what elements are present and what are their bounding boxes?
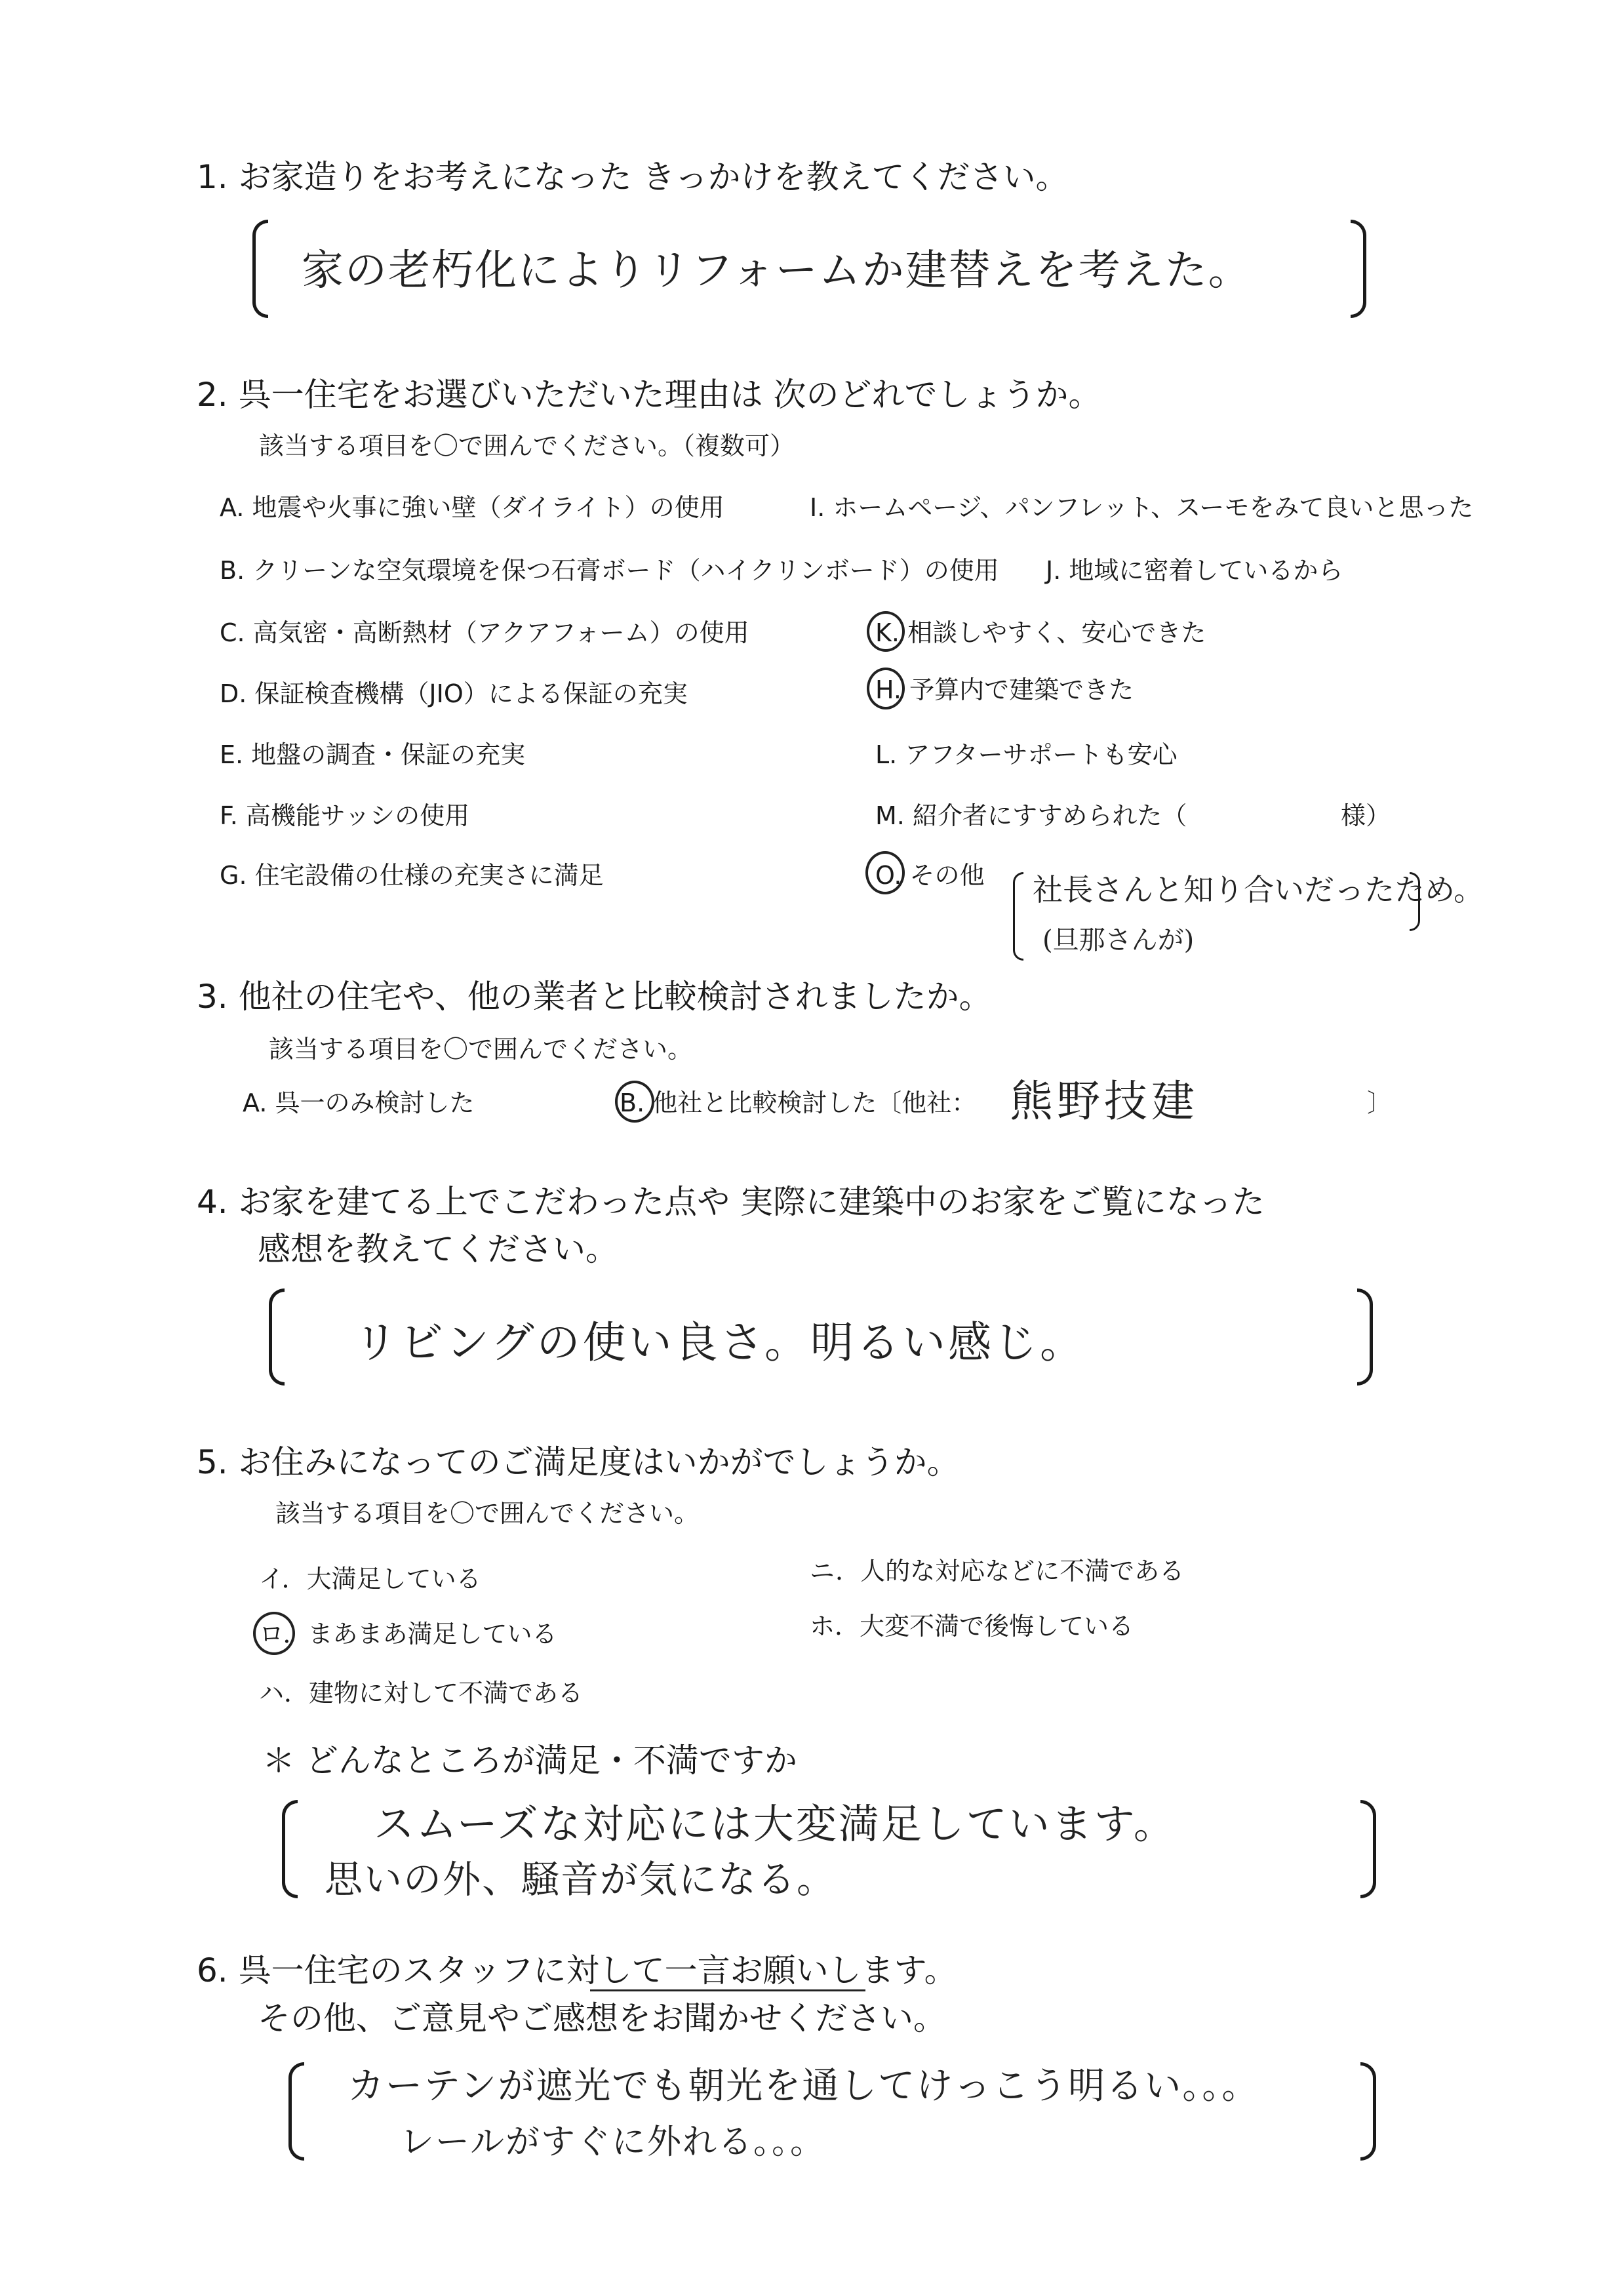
q2-other-answer-line1[interactable]: 社長さんと知り合いだったため。 [1033,872,1484,908]
q5-option-ro[interactable]: ロ．まあまあ満足している [259,1620,557,1648]
q3-title: 3. 他社の住宅や、他の業者と比較検討されましたか。 [197,978,992,1016]
q5-title: 5. お住みになってのご満足度はいかがでしょうか。 [197,1443,960,1481]
q2-note: 該当する項目を〇で囲んでください。（複数可） [259,431,795,460]
circle-mark-ro [253,1612,295,1655]
q6-title-line2: その他、ご意見やご感想をお聞かせください。 [258,1999,946,2037]
q2-option-g[interactable]: G. 住宅設備の仕様の充実さに満足 [220,861,604,890]
q5-answer-line2[interactable]: 思いの外、騒音が気になる。 [325,1857,837,1902]
q4-bracket-left [269,1288,285,1386]
circle-mark-k [867,611,905,652]
q6-answer-line2[interactable]: レールがすぐに外れる。。。 [400,2123,825,2162]
q5-option-ha[interactable]: ハ．建物に対して不満である [259,1679,584,1707]
q2-option-a[interactable]: A. 地震や火事に強い壁（ダイライト）の使用 [220,493,724,522]
circle-mark-h [867,668,905,709]
q2-other-answer-line2[interactable]: (旦那さんが) [1042,925,1195,955]
q6-title-line1: 6. 呉一住宅のスタッフに対して一言お願いします。 [197,1951,957,1989]
q6-underline-mark [590,1989,865,1991]
q2-option-o[interactable]: O. その他 [875,861,985,890]
q2-option-k[interactable]: K. 相談しやすく、安心できた [875,618,1206,647]
q2-option-m[interactable]: M. 紹介者にすすめられた（ [875,801,1187,830]
q2-option-m-suffix: 様） [1341,801,1391,830]
q5-option-i[interactable]: イ．大満足している [259,1565,481,1593]
q1-bracket-right [1351,220,1366,318]
q5-bracket-right [1360,1800,1376,1898]
q2-title: 2. 呉一住宅をお選びいただいた理由は 次のどれでしょうか。 [197,376,1101,414]
q4-title-line2: 感想を教えてください。 [258,1230,618,1268]
q1-title: 1. お家造りをお考えになった きっかけを教えてください。 [197,158,1069,196]
q6-answer-line1[interactable]: カーテンが遮光でも朝光を通してけっこう明るい。。。 [347,2065,1260,2107]
q2-option-l[interactable]: L. アフターサポートも安心 [875,740,1178,769]
q2-option-i[interactable]: I. ホームページ、パンフレット、スーモをみて良いと思った [810,493,1474,522]
q5-note: 該当する項目を〇で囲んでください。 [275,1499,700,1528]
circle-mark-b [615,1081,654,1123]
q2-option-h[interactable]: H. 予算内で建築できた [875,675,1134,704]
q1-bracket-left [252,220,268,318]
q4-title-line1: 4. お家を建てる上でこだわった点や 実際に建築中のお家をご覧になった [197,1183,1265,1221]
q5-follow-up: ＊ どんなところが満足・不満ですか [262,1742,797,1780]
q2-option-d[interactable]: D. 保証検査機構（JIO）による保証の充実 [220,679,688,708]
q3-option-a[interactable]: A. 呉一のみ検討した [243,1088,475,1117]
q5-answer-line1[interactable]: スムーズな対応には大変満足しています。 [374,1800,1176,1848]
q6-bracket-right [1360,2062,1376,2161]
q5-bracket-left [282,1800,298,1898]
q2-option-b[interactable]: B. クリーンな空気環境を保つ石膏ボード（ハイクリンボード）の使用 [220,556,999,585]
q2-option-j[interactable]: J. 地域に密着しているから [1046,556,1343,585]
q4-bracket-right [1357,1288,1373,1386]
q4-handwritten-answer[interactable]: リビングの使い良さ。明るい感じ。 [354,1317,1086,1368]
q3-option-b-close: 〕 [1367,1088,1393,1117]
q3-note: 該当する項目を〇で囲んでください。 [269,1035,693,1064]
q3-company-handwritten[interactable]: 熊野技建 [1010,1076,1198,1127]
q1-handwritten-answer[interactable]: 家の老朽化によりリフォームか建替えを考えた。 [302,247,1252,295]
circle-mark-o [865,851,905,894]
q5-option-ni[interactable]: ニ．人的な対応などに不満である [810,1557,1185,1586]
q6-bracket-left [288,2062,304,2161]
q2-option-f[interactable]: F. 高機能サッシの使用 [220,801,470,830]
q3-option-b[interactable]: B. 他社と比較検討した〔他社： [620,1088,977,1117]
q2-other-bracket-left [1013,872,1023,961]
q2-option-c[interactable]: C. 高気密・高断熱材（アクアフォーム）の使用 [220,618,749,647]
q5-option-ho[interactable]: ホ．大変不満で後悔している [810,1612,1134,1641]
q2-option-e[interactable]: E. 地盤の調査・保証の充実 [220,740,526,769]
